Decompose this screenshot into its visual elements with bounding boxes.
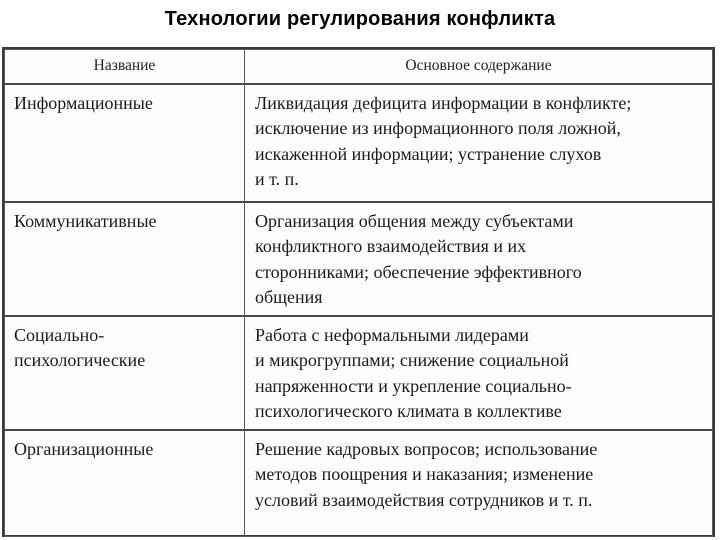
- content-line: и микрогруппами; снижение социальной: [255, 350, 569, 370]
- table-row: [5, 84, 713, 202]
- table-row: [5, 202, 713, 316]
- content-line: сторонниками; обеспечение эффективного: [255, 261, 582, 282]
- technology-name: Организационные: [14, 438, 154, 459]
- content-line: Организация общения между субъектами: [255, 210, 574, 231]
- content-line: конфликтного взаимодействия и их: [255, 236, 527, 256]
- technology-name-cell: [5, 430, 245, 537]
- column-header-content: Основное содержание: [245, 50, 713, 84]
- technology-name: психологические: [14, 349, 146, 370]
- technology-name-cell: [5, 84, 245, 202]
- content-line: общения: [255, 287, 323, 307]
- technology-content-cell: [245, 202, 713, 316]
- page-title: Технологии регулирования конфликта: [164, 8, 556, 30]
- content-line: Ликвидация дефицита информации в конфликте;: [255, 92, 632, 113]
- technology-name: Информационные: [14, 92, 153, 113]
- technology-content-cell: [245, 84, 713, 202]
- technology-content-cell: [245, 316, 713, 430]
- content-line: и т. п.: [255, 169, 299, 189]
- content-line: исключение из информационного поля ложной,: [255, 118, 621, 138]
- content-line: Решение кадровых вопросов; использование: [255, 438, 598, 459]
- column-header-name: Название: [5, 50, 245, 84]
- content-line: методов поощрения и наказания; изменение: [255, 464, 594, 484]
- table-row: [5, 316, 713, 430]
- technology-name-cell: [5, 202, 245, 316]
- technology-name: Коммуникативные: [14, 210, 157, 231]
- table-header-row: [5, 50, 713, 84]
- technologies-table: [2, 47, 715, 537]
- technologies-table-grid: [4, 49, 713, 537]
- content-line: психологического климата в коллективе: [255, 401, 562, 421]
- content-line: условий взаимодействия сотрудников и т. п.: [255, 489, 593, 510]
- content-line: напряженности и укрепление социально-: [255, 375, 572, 396]
- technology-name: Социально-: [14, 324, 105, 345]
- content-line: искаженной информации; устранение слухов: [255, 143, 602, 164]
- content-line: Работа с неформальными лидерами: [255, 324, 529, 345]
- technology-name-cell: [5, 316, 245, 430]
- technology-content-cell: [245, 430, 713, 537]
- table-row: [5, 430, 713, 537]
